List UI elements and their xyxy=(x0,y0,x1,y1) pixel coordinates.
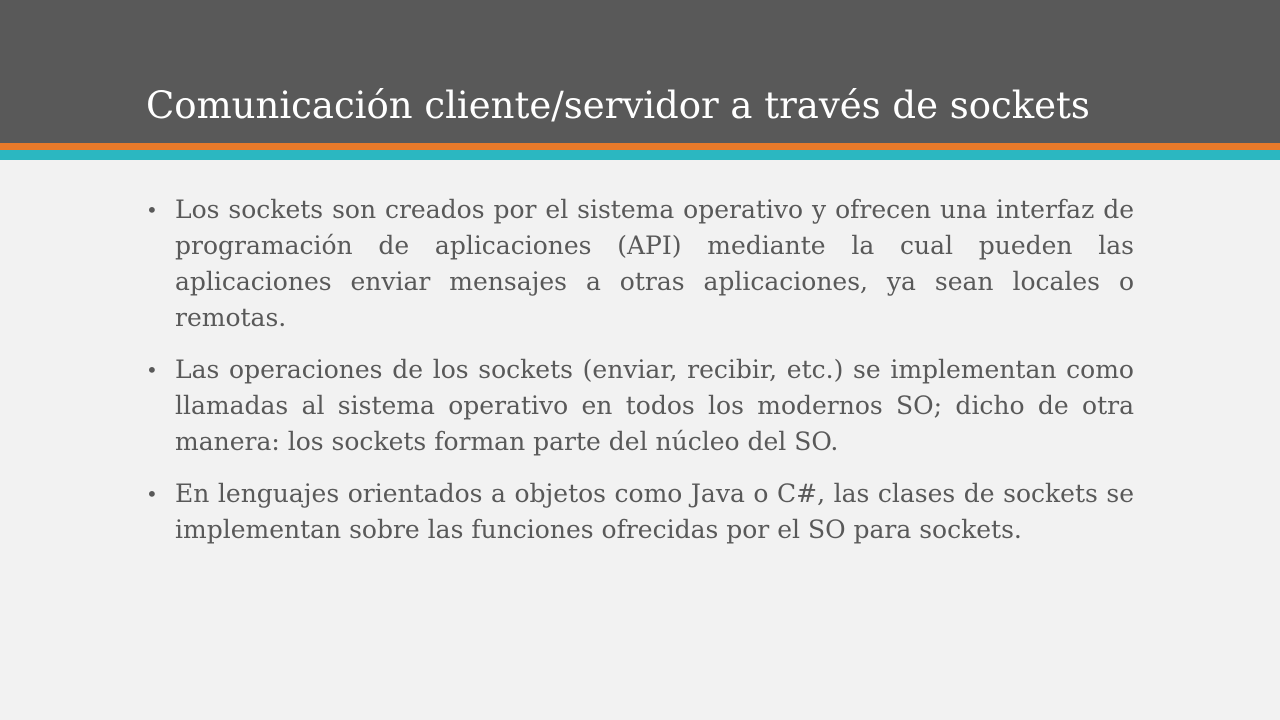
bullet-item xyxy=(146,476,1134,548)
slide-title: Comunicación cliente/servidor a través de sockets xyxy=(146,84,1090,127)
accent-stripe-orange xyxy=(0,143,1280,150)
bullet-item xyxy=(146,352,1134,460)
bullet-marker: • xyxy=(146,482,158,506)
bullet-text: En lenguajes orientados a objetos como Java o C#, las clases de sockets se implementan sobre las funciones ofrecidas por el SO para sockets. xyxy=(175,479,1134,544)
accent-stripe-teal xyxy=(0,150,1280,160)
bullet-marker: • xyxy=(146,358,158,382)
bullet-text: Los sockets son creados por el sistema operativo y ofrecen una interfaz de programación de aplicaciones (API) mediante la cual pueden las aplicaciones enviar mensajes a otras aplicaciones, ya sean locales o remotas. xyxy=(175,195,1134,332)
bullet-list xyxy=(146,192,1134,564)
title-bar xyxy=(0,0,1280,143)
bullet-item xyxy=(146,192,1134,336)
bullet-text: Las operaciones de los sockets (enviar, recibir, etc.) se implementan como llamadas al sistema operativo en todos los modernos SO; dicho de otra manera: los sockets forman parte del núcleo del SO. xyxy=(175,355,1134,456)
bullet-marker: • xyxy=(146,198,158,222)
